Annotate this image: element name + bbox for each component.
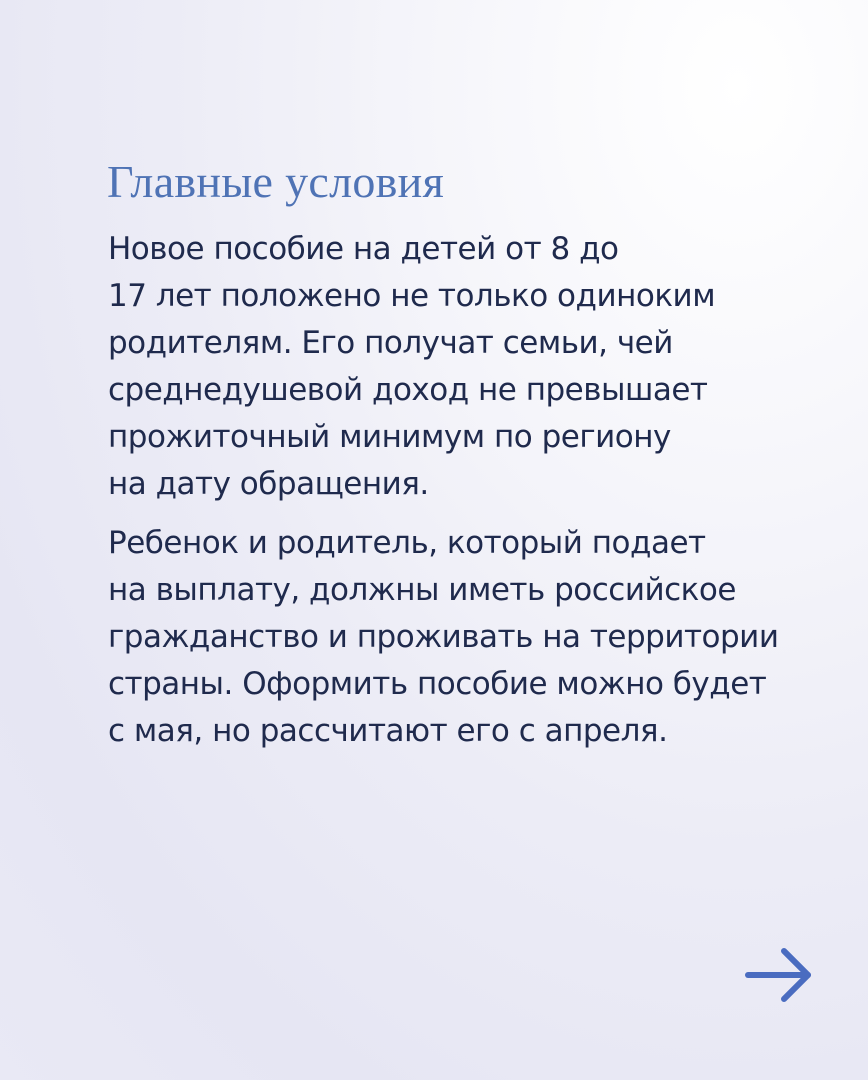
- paragraph-line: страны. Оформить пособие можно будет: [108, 666, 767, 702]
- paragraph-line: прожиточный минимум по региону: [108, 419, 671, 455]
- paragraph-eligibility: [108, 226, 848, 508]
- next-slide-button[interactable]: [744, 946, 814, 1004]
- paragraph-citizenship: [108, 520, 848, 755]
- paragraph-line: на выплату, должны иметь российское: [108, 572, 736, 608]
- paragraph-line: с мая, но рассчитают его с апреля.: [108, 713, 668, 749]
- paragraph-line: на дату обращения.: [108, 466, 429, 502]
- paragraph-line: Новое пособие на детей от 8 до: [108, 231, 619, 267]
- paragraph-line: родителям. Его получат семьи, чей: [108, 325, 673, 361]
- slide-title: Главные условия: [107, 156, 445, 207]
- paragraph-line: 17 лет положено не только одиноким: [108, 278, 716, 314]
- arrow-right-icon: [744, 946, 814, 1004]
- paragraph-line: среднедушевой доход не превышает: [108, 372, 708, 408]
- paragraph-line: Ребенок и родитель, который подает: [108, 525, 706, 561]
- paragraph-line: гражданство и проживать на территории: [108, 619, 779, 655]
